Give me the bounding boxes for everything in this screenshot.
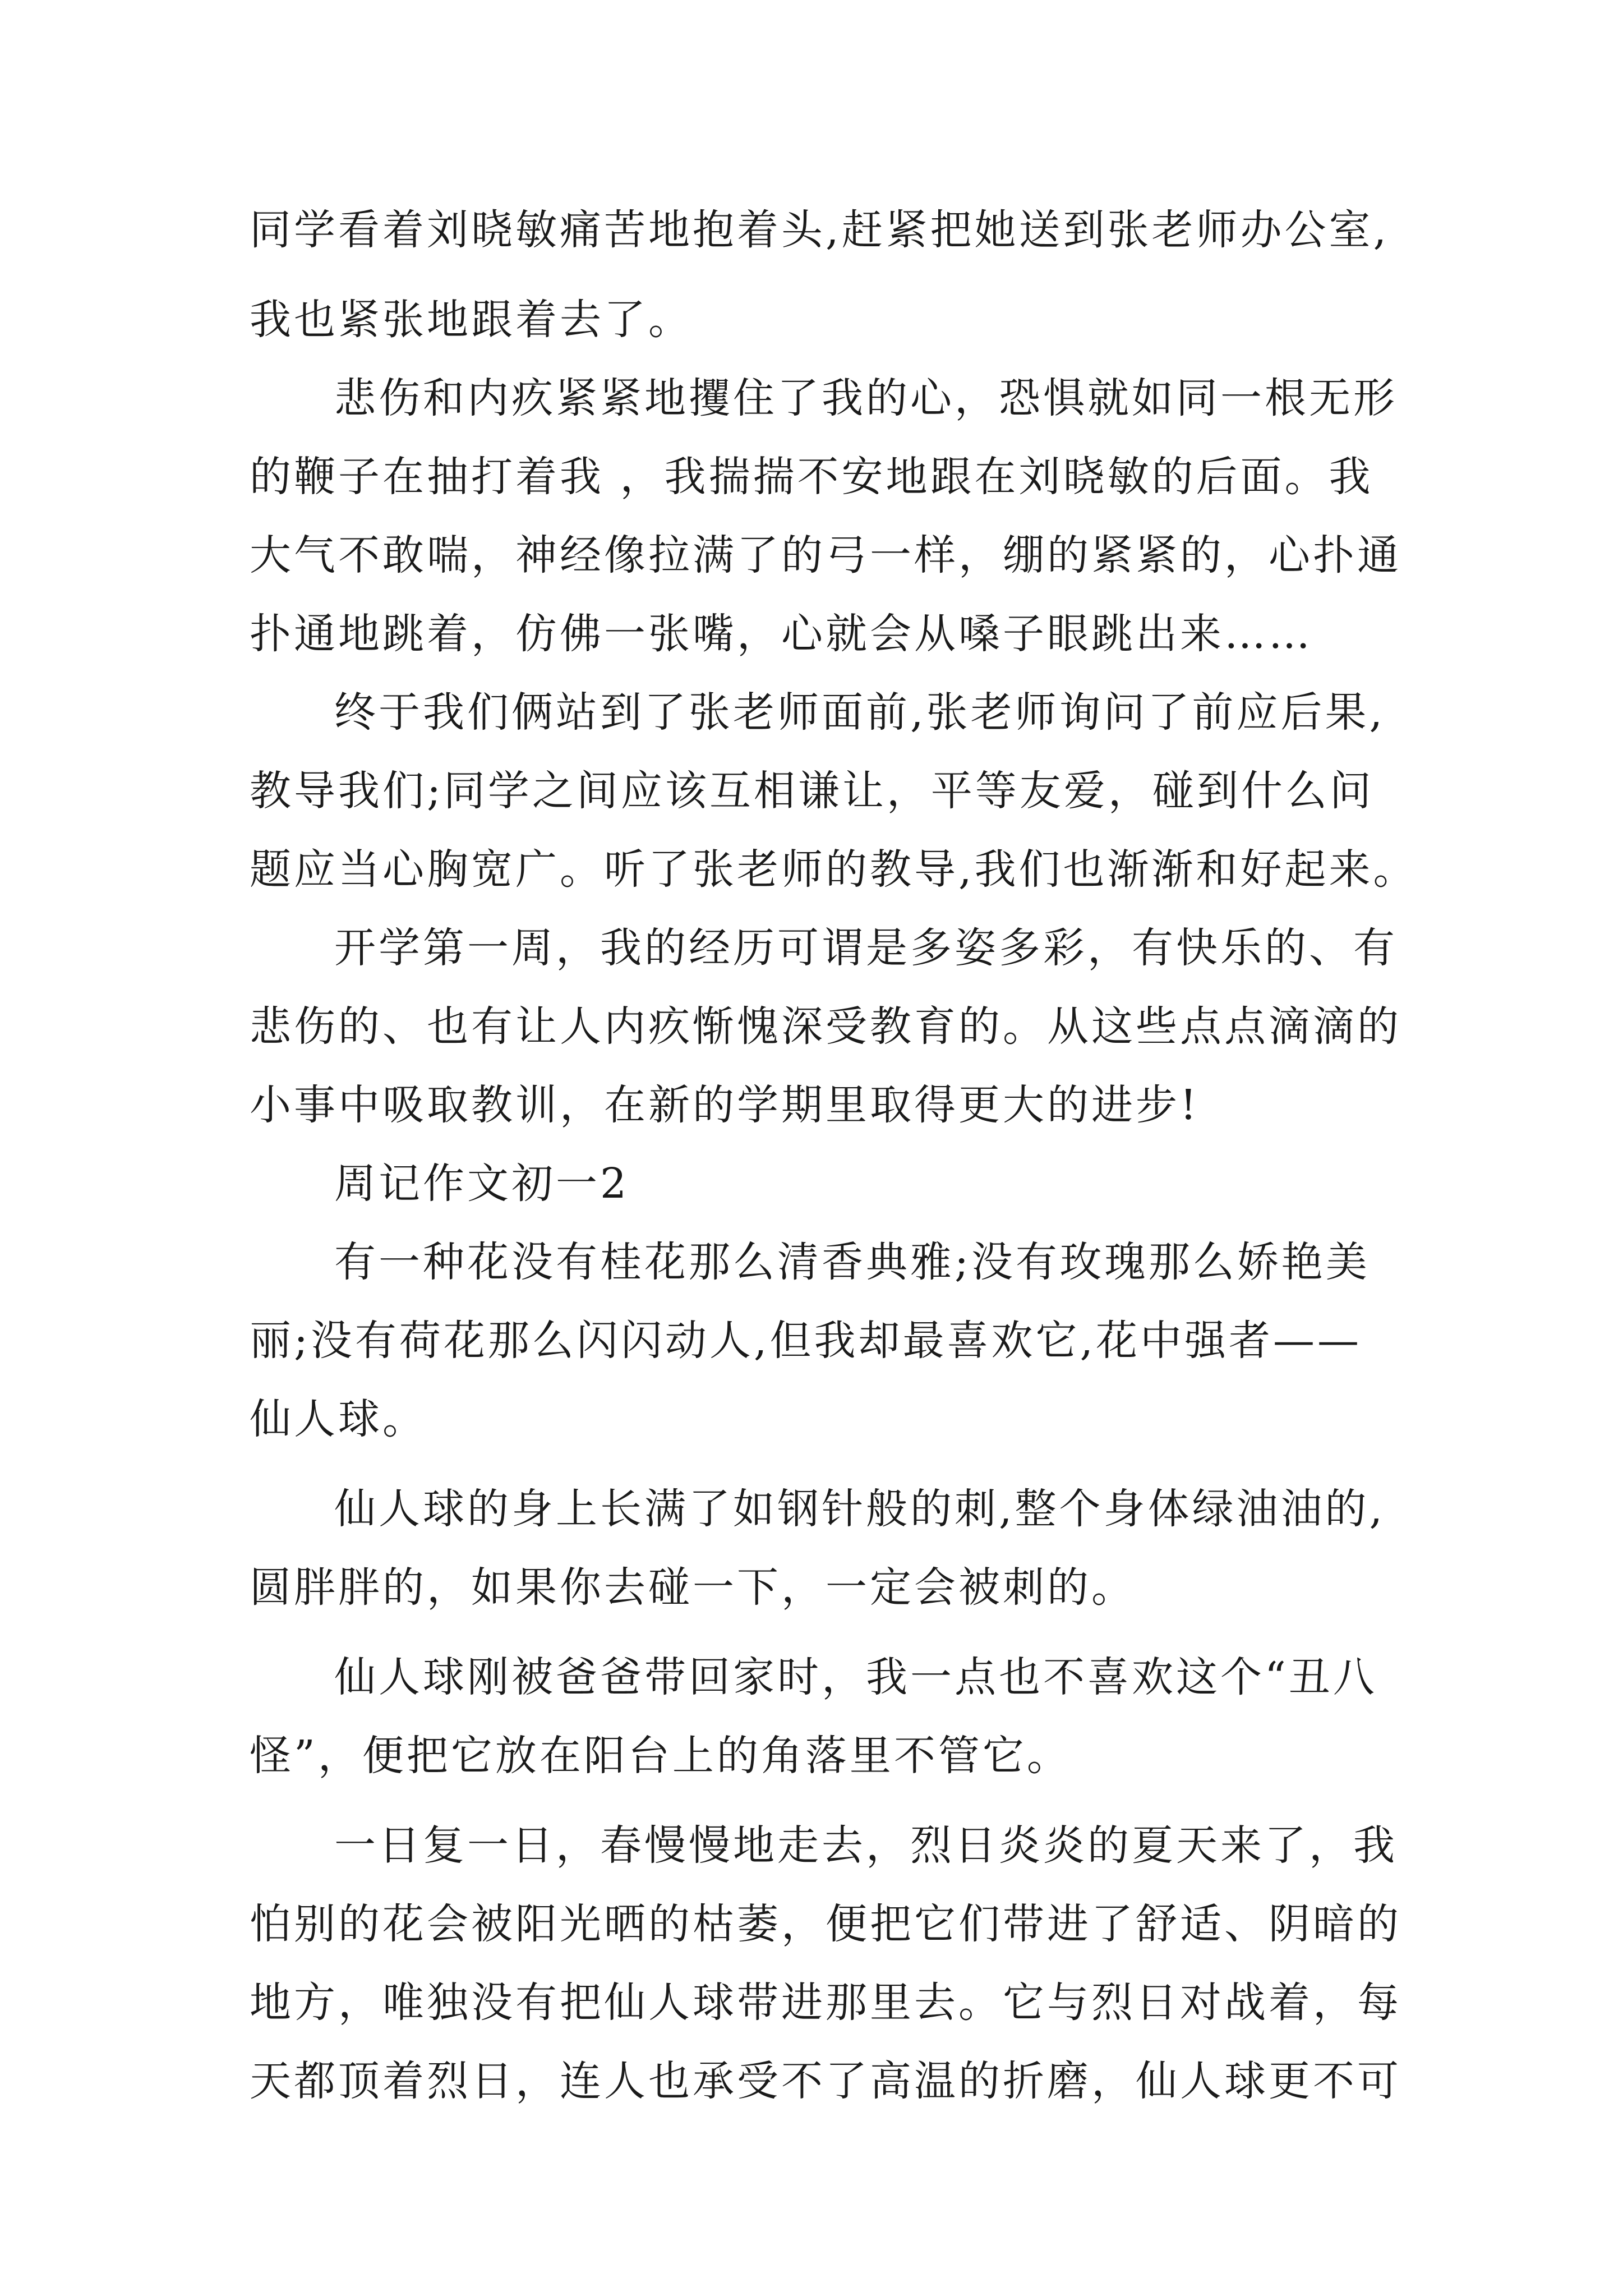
paragraph-start: 仙人球刚被爸爸带回家时，我一点也不喜欢这个“丑八 <box>334 1653 1377 1701</box>
text-line: 怕别的花会被阳光晒的枯萎，便把它们带进了舒适、阴暗的 <box>250 1900 1401 1948</box>
text-line: 同学看着刘晓敏痛苦地抱着头,赶紧把她送到张老师办公室, <box>250 206 1390 254</box>
text-line: 仙人球。 <box>250 1395 427 1443</box>
text-line: 的鞭子在抽打着我 ，我揣揣不安地跟在刘晓敏的后面。我 <box>250 453 1373 501</box>
text-line: 丽;没有荷花那么闪闪动人,但我却最喜欢它,花中强者—— <box>250 1317 1362 1365</box>
text-line: 我也紧张地跟着去了。 <box>250 296 693 344</box>
text-line: 天都顶着烈日，连人也承受不了高温的折磨，仙人球更不可 <box>250 2057 1401 2105</box>
text-line: 小事中吸取教训，在新的学期里取得更大的进步! <box>250 1081 1200 1129</box>
paragraph-start: 一日复一日，春慢慢地走去，烈日炎炎的夏天来了，我 <box>334 1821 1398 1870</box>
paragraph-start: 仙人球的身上长满了如钢针般的刺,整个身体绿油油的, <box>334 1485 1386 1533</box>
paragraph-start: 悲伤和内疚紧紧地攫住了我的心，恐惧就如同一根无形 <box>334 374 1398 422</box>
text-line: 悲伤的、也有让人内疚惭愧深受教育的。从这些点点滴滴的 <box>250 1002 1401 1051</box>
text-line: 大气不敢喘，神经像拉满了的弓一样，绷的紧紧的，心扑通 <box>250 531 1401 579</box>
text-line: 怪”，便把它放在阳台上的角落里不管它。 <box>250 1732 1071 1780</box>
section-title: 周记作文初一2 <box>334 1159 630 1208</box>
paragraph-start: 终于我们俩站到了张老师面前,张老师询问了前应后果, <box>334 688 1386 737</box>
text-line: 地方，唯独没有把仙人球带进那里去。它与烈日对战着，每 <box>250 1978 1401 2027</box>
paragraph-start: 开学第一周，我的经历可谓是多姿多彩，有快乐的、有 <box>334 924 1398 972</box>
text-line: 圆胖胖的，如果你去碰一下，一定会被刺的。 <box>250 1563 1136 1612</box>
text-line: 题应当心胸宽广。听了张老师的教导,我们也渐渐和好起来。 <box>250 845 1418 894</box>
paragraph-start: 有一种花没有桂花那么清香典雅;没有玫瑰那么娇艳美 <box>334 1238 1370 1286</box>
text-line: 扑通地跳着，仿佛一张嘴，心就会从嗓子眼跳出来…… <box>250 610 1313 658</box>
text-line: 教导我们;同学之间应该互相谦让，平等友爱，碰到什么问 <box>250 767 1374 815</box>
